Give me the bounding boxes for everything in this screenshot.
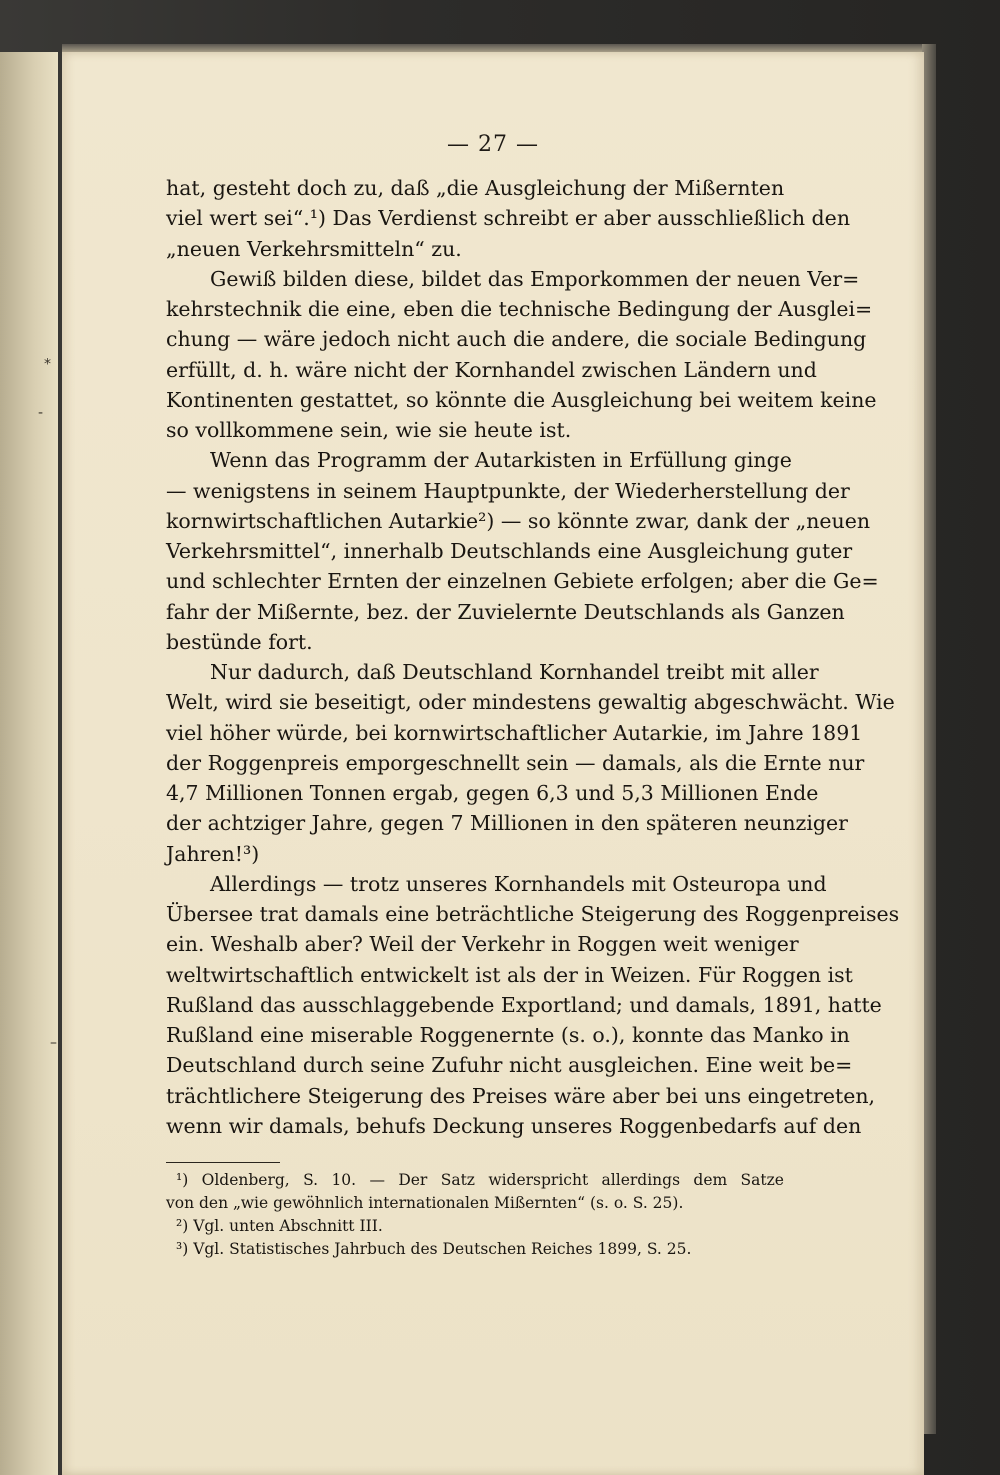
margin-pencil-mark: - [38,405,44,421]
text-line: Rußland eine miserable Roggenernte (s. o.), konnte das Manko in [166,1023,850,1047]
text-line: der achtziger Jahre, gegen 7 Millionen in den späteren neunziger [166,811,848,836]
text-line: viel höher würde, bei kornwirtschaftlicher Autarkie, im Jahre 1891 [166,720,863,745]
footnotes [166,1169,784,1261]
margin-pencil-mark: – [50,1035,57,1051]
footnote-line: von den „wie gewöhnlich internationalen Mißernten“ (s. o. S. 25). [166,1194,684,1212]
footnote-line: ¹) Oldenberg, S. 10. — Der Satz widerspricht allerdings dem Satze [176,1171,784,1189]
text-line: kehrstechnik die eine, eben die technische Bedingung der Ausglei= [166,297,873,321]
text-line: kornwirtschaftlichen Autarkie²) — so könnte zwar, dank der „neuen [166,508,871,533]
book-page [62,52,924,1475]
text-line: Kontinenten gestattet, so könnte die Ausgleichung bei weitem keine [166,387,877,412]
text-line: Deutschland durch seine Zufuhr nicht ausgleichen. Eine weit be= [166,1053,853,1078]
text-line: fahr der Mißernte, bez. der Zuvielernte Deutschlands als Ganzen [166,599,845,624]
text-line: so vollkommene sein, wie sie heute ist. [166,418,572,442]
footnote-divider [166,1162,280,1163]
text-line: trächtlichere Steigerung des Preises wäre aber bei uns eingetreten, [166,1083,876,1108]
text-line: chung — wäre jedoch nicht auch die andere, die sociale Bedingung [166,327,867,352]
text-line: 4,7 Millionen Tonnen ergab, gegen 6,3 und 5,3 Millionen Ende [166,781,819,805]
text-line: hat, gesteht doch zu, daß „die Ausgleichung der Mißernten [166,176,785,200]
text-line: viel wert sei“.¹) Das Verdienst schreibt er aber ausschließlich den [166,206,851,231]
text-line: weltwirtschaftlich entwickelt ist als der in Weizen. Für Roggen ist [166,962,853,987]
text-line: der Roggenpreis emporgeschnellt sein — damals, als die Ernte nur [166,750,865,775]
text-line: Rußland das ausschlaggebende Exportland; und damals, 1891, hatte [166,992,882,1017]
text-line: bestünde fort. [166,629,313,654]
text-line: Nur dadurch, daß Deutschland Kornhandel treibt mit aller [210,660,819,684]
text-line: Übersee trat damals eine beträchtliche Steigerung des Roggenpreises [166,902,900,926]
text-line: Welt, wird sie beseitigt, oder mindestens gewaltig abgeschwächt. Wie [166,690,895,715]
text-line: Wenn das Programm der Autarkisten in Erfüllung ginge [210,448,792,473]
text-line: und schlechter Ernten der einzelnen Gebiete erfolgen; aber die Ge= [166,569,879,594]
text-line: „neuen Verkehrsmitteln“ zu. [166,236,462,261]
page-number: — 27 — [447,132,539,157]
book-cover-edge [922,44,936,1434]
text-line: — wenigstens in seinem Hauptpunkte, der Wiederherstellung der [166,478,850,503]
left-page-edge [0,52,58,1475]
text-line: Gewiß bilden diese, bildet das Emporkommen der neuen Ver= [210,266,860,291]
body-text [166,173,900,1141]
text-line: Allerdings — trotz unseres Kornhandels mit Osteuropa und [210,871,827,896]
text-line: Jahren!³) [166,841,260,866]
text-line: Verkehrsmittel“, innerhalb Deutschlands eine Ausgleichung guter [166,539,853,563]
margin-pencil-mark: ⁎ [44,352,51,368]
text-line: wenn wir damals, behufs Deckung unseres Roggenbedarfs auf den [166,1113,862,1138]
footnote-line: ³) Vgl. Statistisches Jahrbuch des Deutschen Reiches 1899, S. 25. [176,1240,692,1258]
text-line: erfüllt, d. h. wäre nicht der Kornhandel zwischen Ländern und [166,357,817,382]
text-line: ein. Weshalb aber? Weil der Verkehr in Roggen weit weniger [166,932,799,957]
footnote-line: ²) Vgl. unten Abschnitt III. [176,1217,383,1235]
